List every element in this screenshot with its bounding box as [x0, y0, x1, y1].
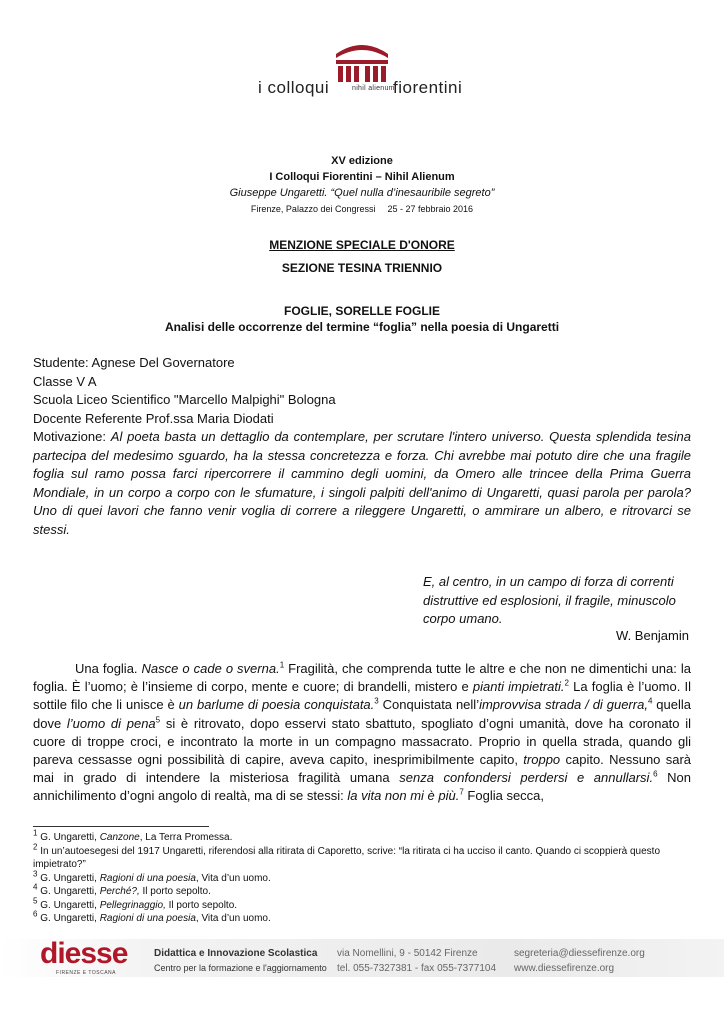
body-paragraph [33, 660, 691, 806]
footnote-ref: 2 [564, 678, 569, 688]
event-place-dates [0, 204, 724, 214]
body-span: Una foglia. [75, 661, 142, 676]
footnote-ref: 4 [647, 697, 653, 707]
footer-contacts [514, 946, 645, 976]
footnote-ref: 6 [653, 769, 658, 779]
body-span: Foglia secca, [463, 788, 545, 804]
footnote-number: 5 [33, 896, 38, 906]
footnote-ref: 3 [374, 697, 379, 707]
student-class: Classe V A [33, 373, 97, 389]
org-description: Centro per la formazione e l'aggiornamento [154, 963, 327, 973]
award-section: SEZIONE TESINA TRIENNIO [281, 261, 443, 275]
footnote-number: 6 [33, 909, 38, 919]
footnote-italic: Ragioni di una poesia [99, 913, 196, 924]
edition-label: XV edizione [331, 155, 393, 167]
footnote-italic: Perché?, [99, 886, 140, 897]
footnote-text: G. Ungaretti, [37, 832, 100, 843]
footnote-text: , Vita d’un uomo. [195, 913, 271, 924]
body-span: si è ritrovato, dopo esservi stato sbattuto, spogliato d’ogni umanità, dove ha coronato il cuore di troppe croci, e incontrato la morte in un compagno massacrato. Proprio in quella strada, quando gli pareva cessasse ogni possibilità di capire, aveva capito, inesprimibilmente capito, [33, 715, 692, 768]
work-title: FOGLIE, SORELLE FOGLIE [283, 304, 440, 318]
body-italic: l’uomo di pena [66, 715, 156, 731]
award-title: MENZIONE SPECIALE D'ONORE [269, 238, 455, 252]
epigraph-author: W. Benjamin [616, 628, 689, 643]
event-subtitle: Giuseppe Ungaretti. “Quel nulla d’inesauribile segreto” [229, 187, 495, 199]
footnote-text: , Vita d’un uomo. [195, 872, 271, 884]
footnote-italic: Canzone [99, 832, 140, 843]
work-subtitle: Analisi delle occorrenze del termine “foglia” nella poesia di Ungaretti [164, 320, 560, 334]
event-place: Firenze, Palazzo dei Congressi [250, 204, 376, 214]
footer-address [337, 946, 496, 976]
body-span: Non annichilimento d’ogni angolo di realtà, ma di se stessi: [33, 770, 691, 804]
motivation-label: Motivazione: [33, 429, 106, 444]
colloqui-logo [0, 40, 724, 100]
logo-right-text: fiorentini [393, 78, 463, 97]
body-span: La foglia è l’uomo. Il sottile filo che li unisce è [33, 679, 692, 713]
footnote-number: 4 [33, 882, 38, 892]
footnote-text: , La Terra Promessa. [139, 832, 233, 843]
footnote [33, 896, 691, 913]
epigraph-text: E, al centro, in un campo di forza di correnti distruttive ed esplosioni, il fragile, minuscolo corpo umano. [423, 574, 676, 626]
body-italic: senza confondersi perdersi e annullarsi. [399, 770, 654, 786]
motivation-paragraph [33, 428, 691, 539]
body-italic: Nasce o cade o sverna. [141, 661, 280, 676]
footnote-text: G. Ungaretti, [37, 899, 100, 911]
body-span: Conquistata nell’ [378, 697, 480, 713]
footnote [33, 882, 691, 899]
motivation-text: Al poeta basta un dettaglio da contemplare, per scrutare l'intero universo. Questa splendida tesina partecipa del medesimo sguardo, ha la stessa concretezza e forza. Chi avrebbe mai potuto dire che una fragile foglia sul ramo possa farci ripercorrere il cammino degli uomini, da Omero alle trincee della Prima Guerra Mondiale, in un corpo a corpo con le sfumature, i singoli palpiti dell'animo di Ungaretti, quasi parola per parola? Uno di quei lavori che fanno venir voglia di correre a rileggere Ungaretti, o ammirare un albero, e ritrovarci se stessi. [33, 429, 691, 537]
footnote [33, 828, 691, 845]
footnote-text: Il porto sepolto. [139, 886, 211, 897]
org-name: Didattica e Innovazione Scolastica [154, 948, 318, 959]
body-span: capito. Nessuno sarà mai in grado di intendere la misteriosa fragilità umana [33, 752, 692, 786]
event-title: I Colloqui Fiorentini – Nihil Alienum [269, 171, 455, 183]
footnote-text: G. Ungaretti, [37, 872, 100, 884]
logo-subtitle: nihil alienum [352, 85, 395, 92]
footnote-number: 3 [33, 869, 38, 879]
footnote-text: G. Ungaretti, [37, 886, 100, 897]
diesse-logo: diesse [40, 937, 128, 970]
footnote-ref: 1 [279, 660, 285, 670]
event-dates: 25 - 27 febbraio 2016 [387, 204, 474, 214]
address-text: via Nomellini, 9 - 50142 Firenze [337, 948, 478, 959]
footnote-text: Il porto sepolto. [165, 899, 238, 911]
footnote-ref: 7 [459, 788, 464, 798]
footnote-ref: 5 [155, 715, 161, 725]
footnote [33, 909, 691, 926]
body-span: Fragilità, che comprenda tutte le altre e che non ne dimentichi una: la foglia. È l’uomo; è l’insieme di corpo, mente e cuore; di brandelli, mistero e [33, 661, 691, 695]
footnote-text: G. Ungaretti, [37, 913, 100, 924]
footer-organization [154, 946, 327, 976]
colloqui-emblem-icon [332, 40, 392, 86]
body-italic: un barlume di poesia conquistata. [178, 697, 375, 713]
school-name: Scuola Liceo Scientifico "Marcello Malpighi" Bologna [33, 392, 336, 407]
footnote-text: In un’autoesegesi del 1917 Ungaretti, riferendosi alla ritirata di Caporetto, scrive: “la ritirata ci ha ucciso il canto. Quando ci scoppierà questo impietrato?” [33, 845, 661, 870]
phone-text: tel. 055-7327381 - fax 055-7377104 [337, 963, 497, 974]
footnotes [33, 828, 691, 926]
page-footer [0, 934, 724, 979]
body-italic: improvvisa strada / di guerra, [479, 697, 648, 713]
footnote [33, 869, 691, 886]
body-italic: la vita non mi è più. [347, 788, 460, 804]
email-link[interactable]: segreteria@diessefirenze.org [514, 948, 645, 959]
footnote-italic: Pellegrinaggio, [99, 899, 166, 911]
footnote-italic: Ragioni di una poesia [99, 872, 196, 884]
teacher-name: Docente Referente Prof.ssa Maria Diodati [33, 410, 274, 426]
website-link[interactable]: www.diessefirenze.org [514, 963, 615, 974]
diesse-tagline: FIRENZE E TOSCANA [56, 970, 116, 976]
body-italic: pianti impietrati. [472, 679, 565, 695]
body-italic: troppo [523, 752, 561, 768]
student-name: Studente: Agnese Del Governatore [33, 355, 235, 370]
footnote-number: 1 [33, 828, 38, 838]
footnote-number: 2 [33, 842, 38, 852]
footnote [33, 842, 691, 872]
body-span: quella dove [33, 697, 692, 731]
footnote-divider [33, 826, 209, 827]
student-info [33, 354, 691, 428]
logo-left-text: i colloqui [258, 78, 330, 97]
body-text [33, 660, 691, 806]
